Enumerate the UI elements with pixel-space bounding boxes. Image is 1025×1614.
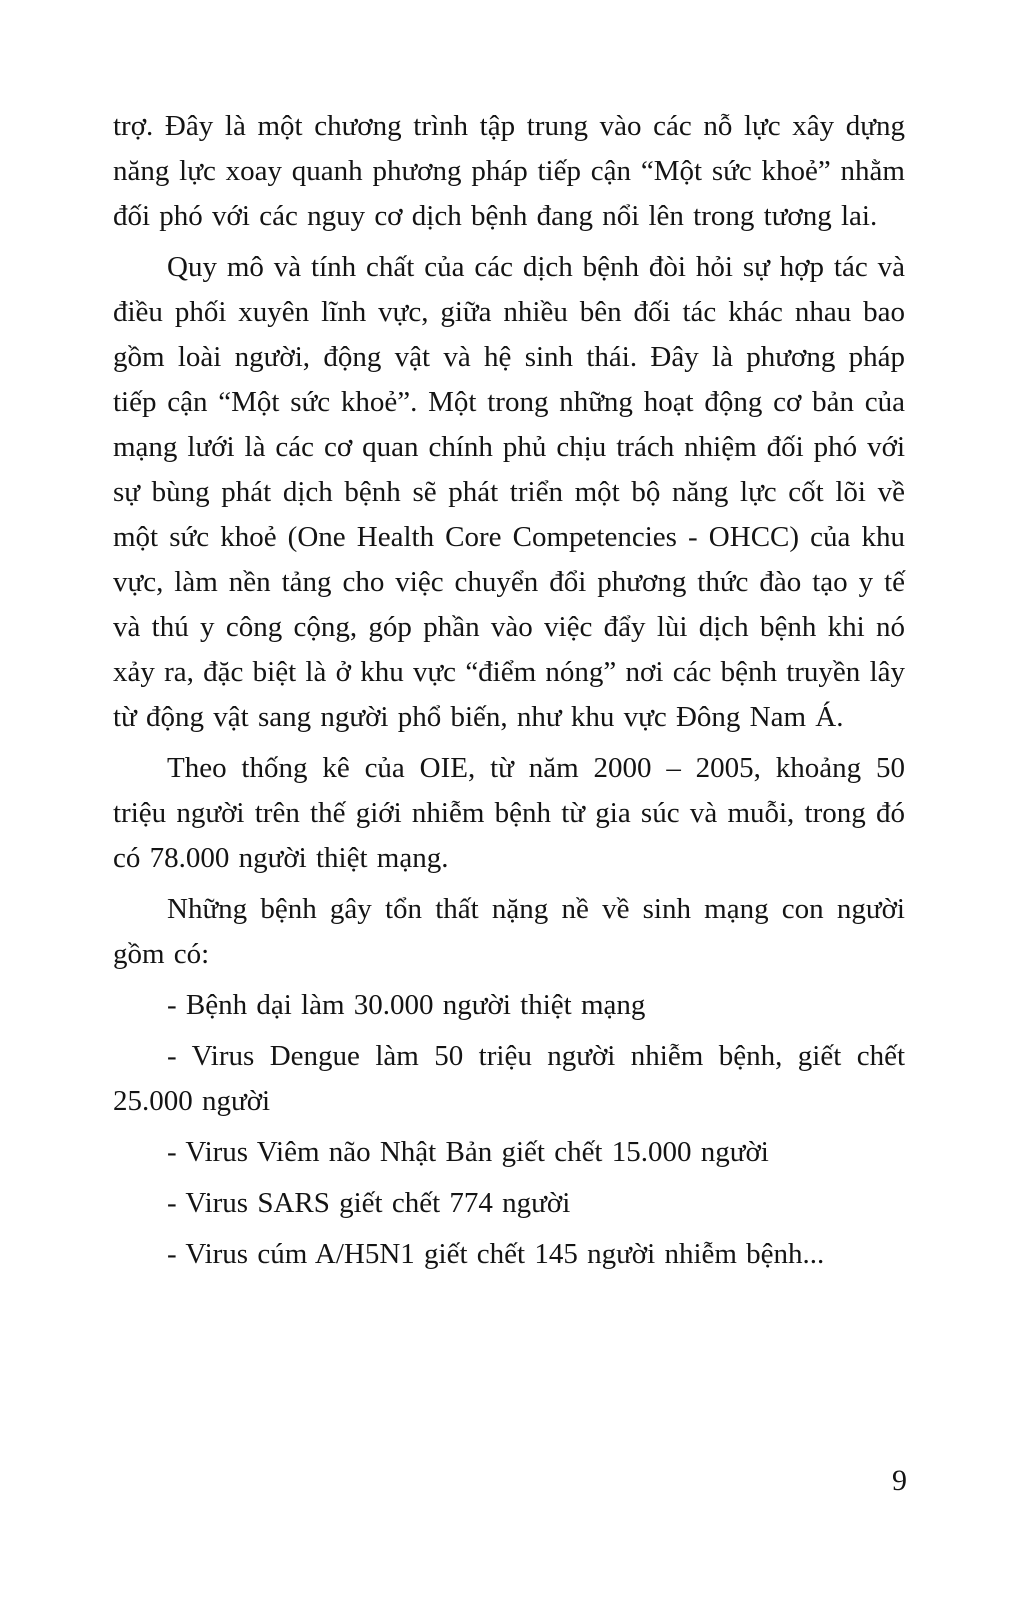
list-item-sars: - Virus SARS giết chết 774 người bbox=[167, 1187, 571, 1219]
list-item-japanese-encephalitis: - Virus Viêm não Nhật Bản giết chết 15.000 người bbox=[167, 1136, 769, 1168]
paragraph-continuation: trợ. Đây là một chương trình tập trung vào các nỗ lực xây dựng năng lực xoay quanh phương pháp tiếp cận “Một sức khoẻ” nhằm đối phó với các nguy cơ dịch bệnh đang nổi lên trong tương lai. bbox=[113, 110, 905, 232]
body-text bbox=[113, 104, 905, 1283]
paragraph: Quy mô và tính chất của các dịch bệnh đòi hỏi sự hợp tác và điều phối xuyên lĩnh vực, giữa nhiều bên đối tác khác nhau bao gồm loài người, động vật và hệ sinh thái. Đây là phương pháp tiếp cận “Một sức khoẻ”. Một trong những hoạt động cơ bản của mạng lưới là các cơ quan chính phủ chịu trách nhiệm đối phó với sự bùng phát dịch bệnh sẽ phát triển một bộ năng lực cốt lõi về một sức khoẻ (One Health Core Competencies - OHCC) của khu vực, làm nền tảng cho việc chuyển đổi phương thức đào tạo y tế và thú y công cộng, góp phần vào việc đẩy lùi dịch bệnh khi nó xảy ra, đặc biệt là ở khu vực “điểm nóng” nơi các bệnh truyền lây từ động vật sang người phổ biến, như khu vực Đông Nam Á. bbox=[113, 251, 905, 733]
paragraph: Theo thống kê của OIE, từ năm 2000 – 2005, khoảng 50 triệu người trên thế giới nhiễm bệnh từ gia súc và muỗi, trong đó có 78.000 người thiệt mạng. bbox=[113, 752, 905, 874]
list-item-dengue: - Virus Dengue làm 50 triệu người nhiễm bệnh, giết chết 25.000 người bbox=[113, 1040, 905, 1117]
page-number: 9 bbox=[892, 1464, 907, 1497]
list-item-rabies: - Bệnh dại làm 30.000 người thiệt mạng bbox=[167, 989, 646, 1021]
paragraph: Những bệnh gây tổn thất nặng nề về sinh mạng con người gồm có: bbox=[113, 893, 905, 970]
list-item-h5n1: - Virus cúm A/H5N1 giết chết 145 người nhiễm bệnh... bbox=[167, 1238, 825, 1270]
